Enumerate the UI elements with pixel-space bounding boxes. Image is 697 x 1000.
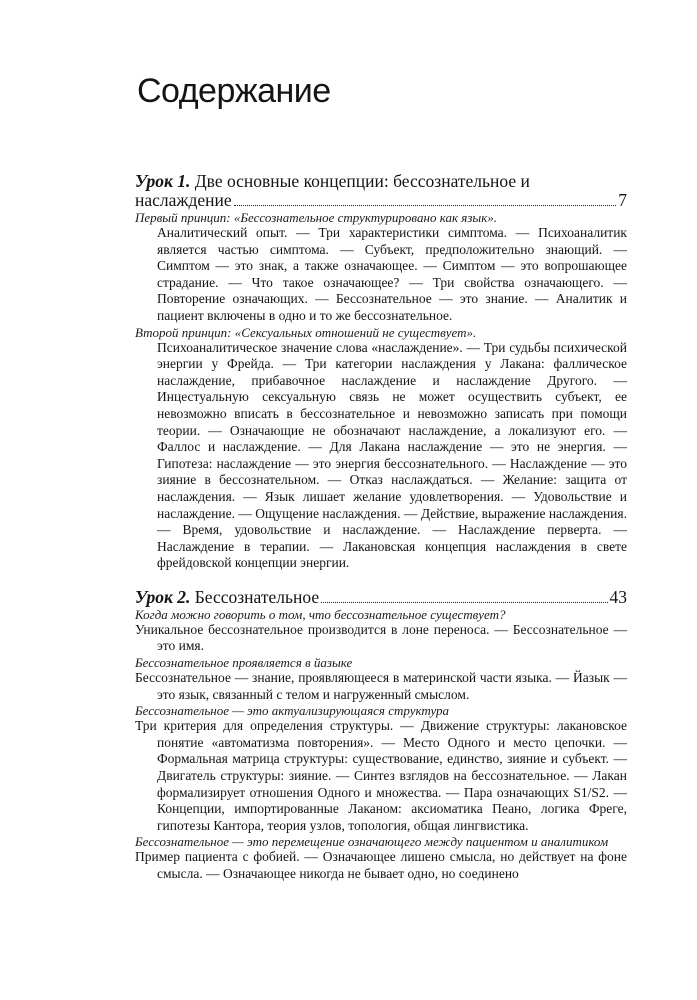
lesson-2 — [135, 588, 627, 883]
section-principle: Первый принцип: «Бессознательное структурировано как язык». — [135, 210, 498, 225]
lesson-title: Бессознательное — [194, 586, 320, 607]
lesson-leader-row — [135, 191, 627, 210]
page-number: 7 — [618, 190, 627, 210]
lesson-title-line2: наслаждение — [135, 190, 232, 210]
table-of-contents — [135, 172, 627, 883]
section-text: Психоаналитическое значение слова «наслаждение». — Три судьбы психической энергии у Фрейда. — Три категории наслаждения у Лакана: фаллическое наслаждение, прибавочное наслаждение и наслаждение Другого. — Инцестуальную сексуальную связь не может осуществить субъект, ее невозможно вписать в бессознательное и невозможно записать при помощи теории. — Означающие не обозначают наслаждение, а локализуют его. — Фаллос и наслаждение. — Для Лакана наслаждение — это не энергия. — Гипотеза: наслаждение — это энергия бессознательного. — Наслаждение — это зияние в бессознательном. — Отказ наслаждаться. — Желание: защита от наслаждения. — Язык лишает желание удовлетворения. — Удовольствие и наслаждение. — Ощущение наслаждения. — Действие, выражение наслаждения. — Время, удовольствие и наслаждение. — Наслаждение перверта. — Наслаждение в терапии. — Лакановская концепция наслаждения в свете фрейдовской концепции энергии. — [157, 339, 627, 571]
section-text: Уникальное бессознательное производится в лоне переноса. — Бессознательное — это имя. — [135, 621, 627, 654]
lesson-1 — [135, 172, 627, 572]
section-text: Аналитический опыт. — Три характеристики симптома. — Психоаналитик является частью симптома. — Субъект, предположительно знающий. — Симптом — это знак, а также означающее. — Симптом — это вопрошающее страдание. — Что такое означающее? — Три свойства означающего. — Повторение означающих. — Бессознательное — это знание. — Аналитик и пациент включены в одно и то же бессознательное. — [157, 225, 627, 323]
section-principle: Второй принцип: «Сексуальных отношений не существует». — [135, 324, 477, 340]
section-principle: Когда можно говорить о том, что бессознательное существует? — [135, 606, 506, 622]
lesson-heading — [135, 172, 627, 191]
page-title: Содержание — [137, 72, 331, 110]
dot-leader — [234, 204, 617, 206]
dot-leader — [321, 601, 607, 603]
section-text: Пример пациента с фобией. — Означающее лишено смысла, но действует на фоне смысла. — Означающее никогда не бывает одно, но соединено — [135, 849, 627, 881]
lesson-title-line1: Две основные концепции: бессознательное и — [194, 171, 530, 191]
section-text: Бессознательное — знание, проявляющееся в материнской части языка. — Йазык — это язык, связанный с телом и нагруженный смыслом. — [135, 670, 627, 702]
section-principle: Бессознательное проявляется в йазыке — [135, 655, 353, 671]
lesson-number: Урок 2. — [135, 586, 191, 607]
lesson-number: Урок 1. — [135, 171, 191, 191]
page-number: 43 — [609, 586, 627, 607]
section-principle: Бессознательное — это актуализирующаяся структура — [135, 703, 450, 719]
lesson-heading — [135, 588, 319, 607]
section-text: Три критерия для определения структуры. — Движение структуры: лакановское понятие «автоматизма повторения». — Место Одного и место цепочки. — Формальная матрица структуры: существование, единство, зияние и субъект. — Двигатель структуры: зияние. — Синтез взглядов на бессознательное. — Лакан формализирует отношения Одного и множества. — Пара означающих S1/S2. — Концепции, импортированные Лаканом: аксиоматика Пеано, логика Фреге, гипотезы Кантора, теория узлов, топология, общая лингвистика. — [135, 718, 627, 833]
section-principle: Бессознательное — это перемещение означающего между пациентом и аналитиком — [135, 834, 609, 850]
lesson-leader-row — [135, 588, 627, 607]
